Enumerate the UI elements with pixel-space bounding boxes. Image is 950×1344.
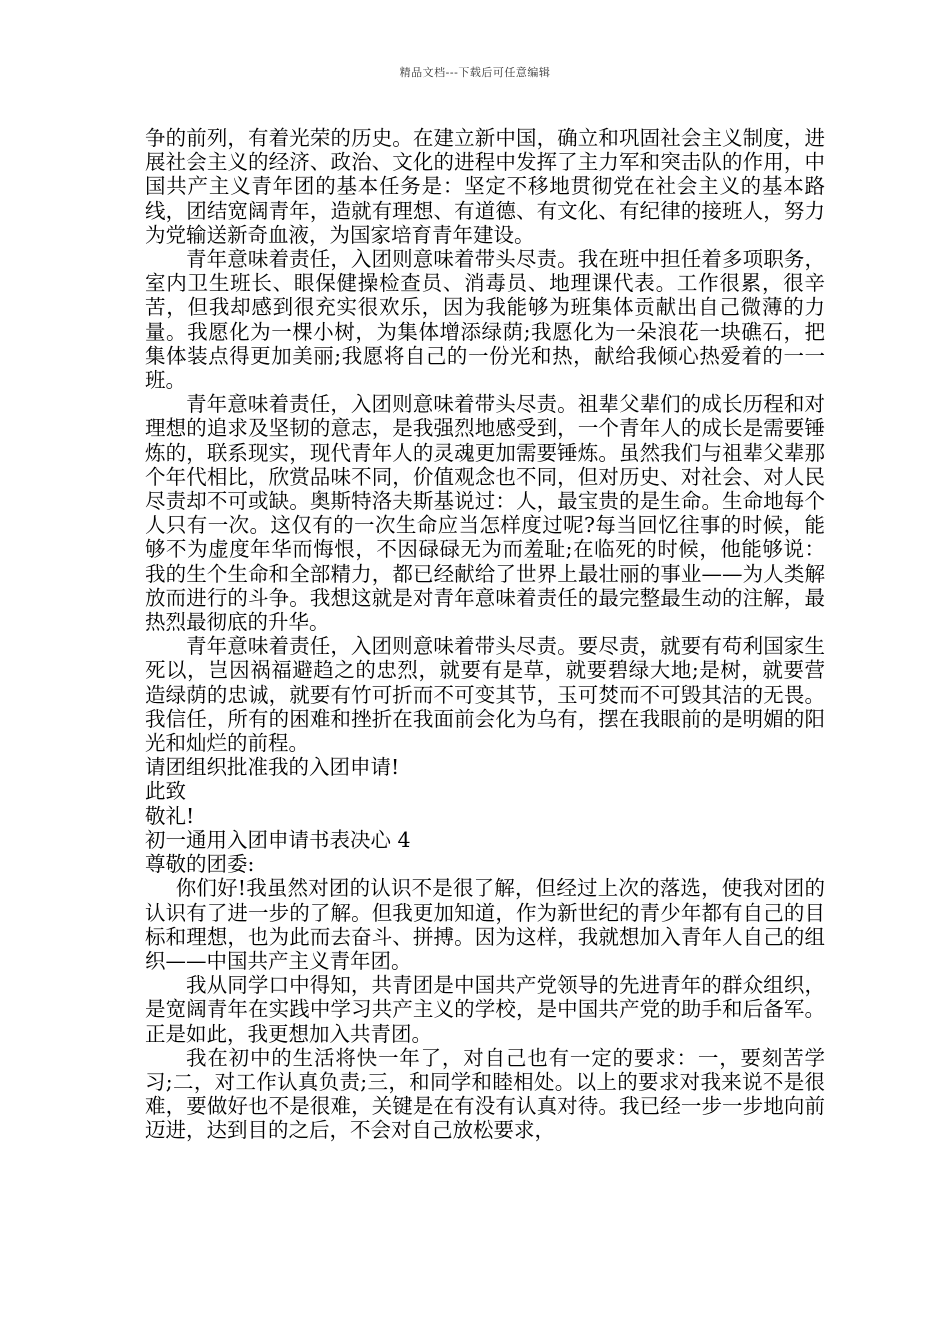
paragraph-1: 争的前列，有着光荣的历史。在建立新中国，确立和巩固社会主义制度，进展社会主义的经济、政治、文化的进程中发挥了主力军和突击队的作用，中国共产主义青年团的基本任务是：坚定不移地贯彻党在社会主义的基本路线，团结宽阔青年，造就有理想、有道德、有文化、有纪律的接班人，努力为党输送新奇血液，为国家培育青年建设。 xyxy=(145,126,825,247)
request-line: 请团组织批准我的入团申请! xyxy=(145,755,400,780)
paragraph-2: 青年意味着责任，入团则意味着带头尽责。我在班中担任着多项职务，室内卫生班长、眼保健操检查员、消毒员、地理课代表。工作很累，很辛苦，但我却感到很充实很欢乐，因为我能够为班集体贡献出自己微薄的力量。我愿化为一棵小树，为集体增添绿荫;我愿化为一朵浪花一块礁石，把集体装点得更加美丽;我愿将自己的一份光和热，献给我倾心热爱着的一一班。 xyxy=(145,247,825,393)
salutation-line: 尊敬的团委: xyxy=(145,852,255,877)
cizhi-line: 此致 xyxy=(145,779,186,804)
paragraph-5: 你们好!我虽然对团的认识不是很了解，但经过上次的落选，使我对团的认识有了进一步的了解。但我更加知道，作为新世纪的青少年都有自己的目标和理想，也为此而去奋斗、拼搏。因为这样，我就想加入青年人自己的组织——中国共产主义青年团。 xyxy=(145,876,825,973)
paragraph-4: 青年意味着责任，入团则意味着带头尽责。要尽责，就要有苟利国家生死以，岂因祸福避趋之的忠烈，就要有是草，就要碧绿大地;是树，就要营造绿荫的忠诚，就要有竹可折而不可变其节，玉可焚而不可毁其洁的无畏。我信任，所有的困难和挫折在我面前会化为乌有，摆在我眼前的是明媚的阳光和灿烂的前程。 xyxy=(145,634,825,756)
page-header: 精品文档---下载后可任意编辑 xyxy=(399,66,551,79)
section-title: 初一通用入团申请书表决心 4 xyxy=(145,827,411,852)
jingli-line: 敬礼! xyxy=(145,803,195,828)
paragraph-3: 青年意味着责任，入团则意味着带头尽责。祖辈父辈们的成长历程和对理想的追求及坚韧的意志，是我强烈地感受到，一个青年人的成长是需要锤炼的，联系现实，现代青年人的灵魂更加需要锤炼。虽然我们与祖辈父辈那个年代相比，欣赏品味不同，价值观念也不同，但对历史、对社会、对人民尽责却不可或缺。奥斯特洛夫斯基说过：人，最宝贵的是生命。生命地每个人只有一次。这仅有的一次生命应当怎样度过呢?每当回忆往事的时候，能够不为虚度年华而悔恨，不因碌碌无为而羞耻;在临死的时候，他能够说：我的生个生命和全部精力，都已经献给了世界上最壮丽的事业——为人类解放而进行的斗争。我想这就是对青年意味着责任的最完整最生动的注解，最热烈最彻底的升华。 xyxy=(145,392,825,635)
document-body xyxy=(145,126,825,1143)
paragraph-7: 我在初中的生活将快一年了，对自己也有一定的要求：一，要刻苦学习;二，对工作认真负责;三，和同学和睦相处。以上的要求对我来说不是很难，要做好也不是很难，关键是在有没有认真对待。我已经一步一步地向前迈进，达到目的之后，不会对自己放松要求， xyxy=(145,1045,825,1143)
paragraph-6: 我从同学口中得知，共青团是中国共产党领导的先进青年的群众组织，是宽阔青年在实践中学习共产主义的学校，是中国共产党的助手和后备军。正是如此，我更想加入共青团。 xyxy=(145,973,825,1046)
